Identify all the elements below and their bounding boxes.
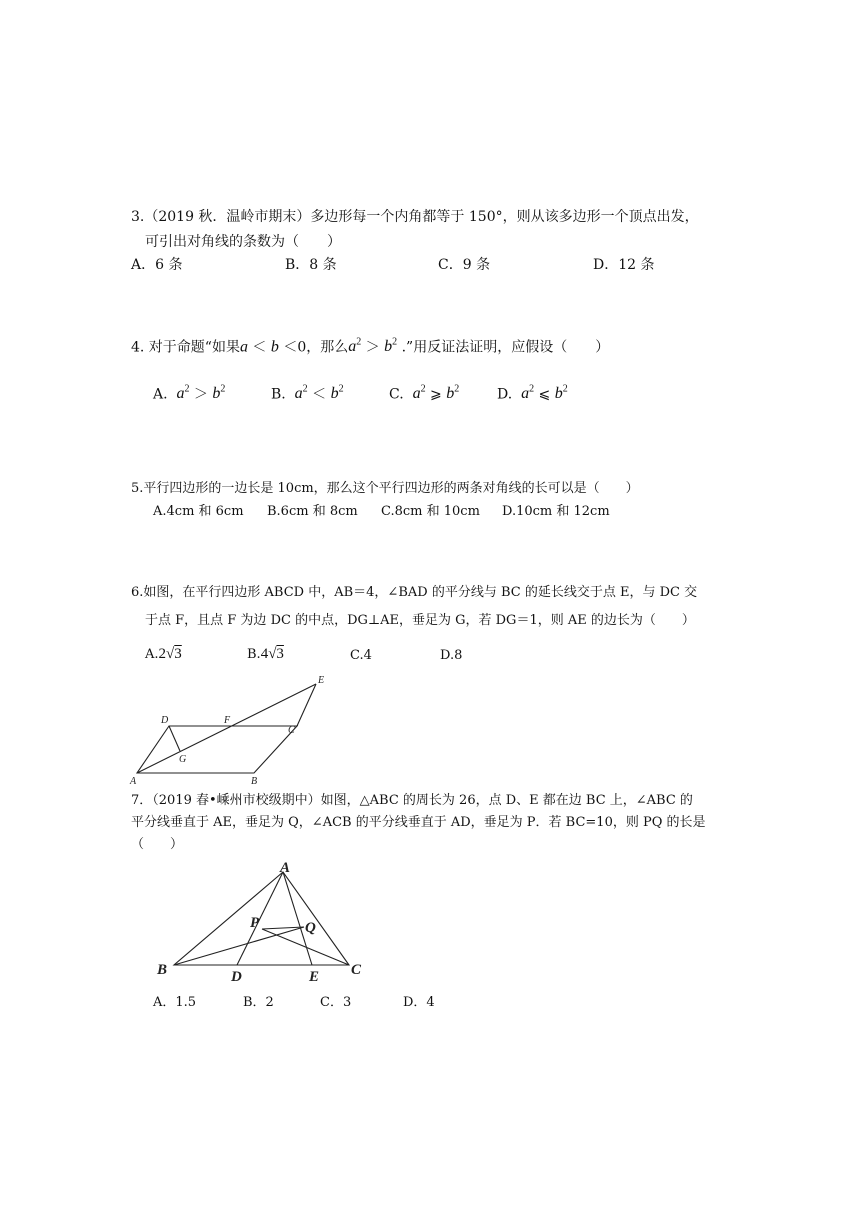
q3-option-d: D．12 条 — [593, 257, 655, 273]
q6-stem-line1: 6.如图，在平行四边形 ABCD 中，AB＝4，∠BAD 的平分线与 BC 的延长线交于点 E，与 DC 交 — [131, 585, 698, 600]
q7-label-c: C — [351, 962, 362, 978]
q7-label-q: Q — [305, 920, 316, 936]
q5-option-d: D.10cm 和 12cm — [502, 504, 610, 519]
q7-option-a: A．1.5 — [153, 995, 197, 1010]
q6-stem-line2: 于点 F，且点 F 为边 DC 的中点，DG⊥AE，垂足为 G，若 DG＝1，则 AE 的边长为（ ） — [145, 613, 695, 628]
q7-label-d: D — [231, 969, 242, 985]
q7-option-c: C．3 — [320, 995, 352, 1010]
q4-concl-gt: ＞ — [361, 339, 385, 356]
q4-stem-suffix: .”用反证法证明，应假设（ ） — [397, 339, 610, 356]
q6-option-c: C.4 — [350, 648, 372, 663]
q6-label-b: B — [251, 776, 258, 787]
q4-stem-prefix: 4. 对于命题“如果 — [131, 339, 240, 356]
q7-label-b: B — [157, 962, 168, 978]
q6-option-b: B.4√3 — [247, 646, 284, 662]
q4-concl-a: $a^2$ — [348, 337, 362, 356]
q4-option-c: C. $a^2$ ⩾ $b^2$ — [389, 384, 460, 403]
q4-cond-b: b — [270, 338, 279, 356]
q7-option-d: D．4 — [403, 995, 435, 1010]
q6-option-a: A.2√3 — [145, 646, 182, 662]
q6-label-a: A — [130, 776, 137, 787]
q4-concl-b: $b^2$ — [384, 337, 398, 356]
q3-option-b: B．8 条 — [285, 257, 337, 273]
q6-label-e: E — [318, 675, 325, 686]
q7-stem-line1: 7．（2019 春•嵊州市校级期中）如图，△ABC 的周长为 26，点 D、E 都在边 BC 上，∠ABC 的 — [131, 793, 693, 808]
q5-stem: 5.平行四边形的一边长是 10cm，那么这个平行四边形的两条对角线的长可以是（ ） — [131, 481, 639, 496]
q4-cond-lt0: ＜0，那么 — [278, 339, 349, 356]
q7-label-p: P — [250, 915, 260, 931]
q7-triangle-abc — [174, 872, 349, 965]
q5-option-b: B.6cm 和 8cm — [267, 504, 358, 519]
q7-label-e: E — [309, 969, 320, 985]
q6-label-c: C — [288, 725, 295, 736]
q7-line-ae — [283, 872, 312, 965]
q6-option-d: D.8 — [440, 648, 463, 663]
q6-label-f: F — [224, 715, 231, 726]
q3-option-a: A．6 条 — [131, 257, 183, 273]
q4-cond-a: a — [239, 338, 248, 356]
q7-label-a: A — [280, 860, 291, 876]
q7-stem-line3: （ ） — [131, 837, 184, 852]
q4-option-a: A. $a^2 > b^2$ — [153, 384, 226, 403]
q3-stem-line2: 可引出对角线的条数为（ ） — [145, 234, 341, 250]
q5-option-c: C.8cm 和 10cm — [381, 504, 480, 519]
q7-stem-line2: 平分线垂直于 AE，垂足为 Q，∠ACB 的平分线垂直于 AD，垂足为 P．若 BC=10，则 PQ 的长是 — [131, 815, 706, 830]
q4-option-b: B. $a^2 < b^2$ — [271, 384, 344, 403]
q5-option-a: A.4cm 和 6cm — [153, 504, 244, 519]
q6-label-g: G — [179, 754, 187, 765]
q6-label-d: D — [161, 715, 169, 726]
q4-option-d: D. $a^2$ ⩽ $b^2$ — [497, 384, 568, 403]
q7-line-ad — [237, 872, 283, 965]
q7-line-bq — [174, 927, 304, 965]
q7-option-b: B．2 — [243, 995, 274, 1010]
q3-option-c: C．9 条 — [438, 257, 491, 273]
q4-cond-lt: ＜ — [247, 339, 271, 356]
q3-stem-line1: 3.（2019 秋．温岭市期末）多边形每一个内角都等于 150°，则从该多边形一个顶点出发， — [131, 209, 699, 225]
